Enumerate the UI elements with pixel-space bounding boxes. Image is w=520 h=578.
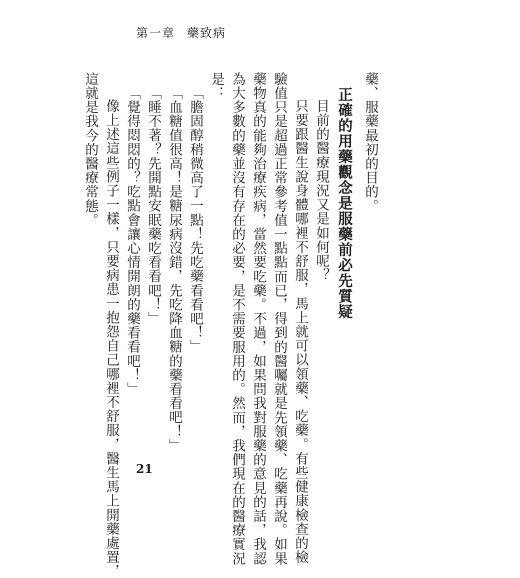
text-column: 這就是我今的醫療常態。: [82, 72, 98, 228]
text-column: 像上述這些例子一樣，只要病患一抱怨自己哪裡不舒服，醫生馬上開藥處置，: [103, 99, 119, 578]
text-column: 驗值只是超過正常參考值一點點而已，得到的醫囑就是先領藥、吃藥再說。如果: [271, 72, 287, 566]
chapter-label: 第一章: [136, 26, 176, 40]
text-column: 藥物真的能夠治療疾病，當然要吃藥。不過，如果問我對服藥的意見的話，我認: [250, 72, 266, 566]
quote-line: 「覺得悶悶的？吃點會讓心情開朗的藥看看吧！」: [124, 85, 140, 396]
text-column: 是：: [208, 72, 224, 101]
text-column: 藥、服藥最初的目的。: [362, 72, 378, 213]
running-head: [136, 24, 226, 41]
text-column: 為大多數的藥並沒有存在的必要，是不需要服用的。然而，我們現在的醫療實況: [229, 72, 245, 566]
quote-line: 「睡不著？先開點安眠藥吃看看吧！」: [145, 85, 161, 326]
text-column: 目前的醫療現況又是如何呢？: [313, 99, 329, 283]
chapter-title: 藥致病: [187, 26, 227, 40]
text-column: 只要跟醫生說身體哪裡不舒服，馬上就可以領藥、吃藥。有些健康檢查的檢: [292, 99, 308, 565]
page-number: 21: [136, 462, 153, 476]
quote-line: 「血糖值很高！是糖尿病沒錯，先吃降血糖的藥看看吧！」: [166, 85, 182, 453]
section-heading: 正確的用藥觀念是服藥前必先質疑: [336, 86, 352, 319]
quote-line: 「膽固醇稍微高了一點！先吃藥看看吧！」: [187, 85, 203, 354]
